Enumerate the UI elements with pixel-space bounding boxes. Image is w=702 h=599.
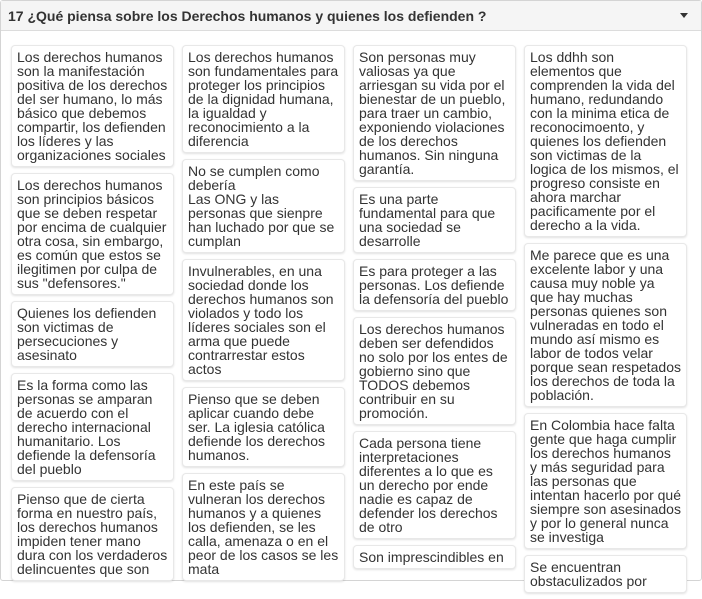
response-column-1 [11,45,174,587]
response-card: Me parece que es una excelente labor y una causa muy noble ya que hay muchas personas quienes son vulneradas en todo el mundo así mismo es labor de todos velar porque sean respetados los derechos de toda la población. [524,243,687,407]
response-card: Los derechos humanos son principios básicos que se deben respetar por encima de cualquier otra cosa, sin embargo, es común que estos se ilegitimen por culpa de sus "defensores." [11,173,174,295]
response-card: En Colombia hace falta gente que haga cumplir los derechos humanos y más seguridad para las personas que intentan hacerlo por qué siempre son asesinados y por lo general nunca se investiga [524,413,687,549]
caret-down-icon[interactable] [680,13,688,18]
response-column-4 [524,45,687,599]
response-card: Los derechos humanos son fundamentales para proteger los principios de la dignidad humana, la igualdad y reconocimiento a la diferencia [182,45,345,153]
response-card: Cada persona tiene interpretaciones diferentes a lo que es un derecho por ende nadie es capaz de defender los derechos de otro [353,431,516,539]
response-card: Pienso que de cierta forma en nuestro país, los derechos humanos impiden tener mano dura con los verdaderos delincuentes que son [11,487,174,581]
response-card: Son personas muy valiosas ya que arriesgan su vida por el bienestar de un pueblo, para traer un cambio, exponiendo violaciones de los derechos humanos. Sin ninguna garantía. [353,45,516,181]
response-card: Es una parte fundamental para que una sociedad se desarrolle [353,187,516,253]
response-card: Son imprescindibles en [353,545,516,569]
response-card: No se cumplen como debería Las ONG y las personas que sienpre han luchado por que se cumplan [182,159,345,253]
response-column-3 [353,45,516,575]
response-card: Invulnerables, en una sociedad donde los derechos humanos son violados y todo los líderes sociales son el arma que puede contrarrestar estos actos [182,259,345,381]
response-card: Es para proteger a las personas. Los defiende la defensoría del pueblo [353,259,516,311]
response-card: Los derechos humanos deben ser defendidos no solo por los entes de gobierno sino que TODOS debemos contribuir en su promoción. [353,317,516,425]
response-card: Es la forma como las personas se amparan de acuerdo con el derecho internacional humanitario. Los defiende la defensoría del pueblo [11,373,174,481]
response-card: Los derechos humanos son la manifestación positiva de los derechos del ser humano, lo más básico que debemos compartir, los defienden los líderes y las organizaciones sociales [11,45,174,167]
responses-area [1,32,701,589]
response-card: Se encuentran obstaculizados por [524,555,687,593]
response-column-2 [182,45,345,587]
question-title: 17 ¿Qué piensa sobre los Derechos humanos y quienes los defienden ? [8,7,487,24]
response-card: Pienso que se deben aplicar cuando debe ser. La iglesia católica defiende los derechos humanos. [182,387,345,467]
question-header[interactable] [1,1,701,31]
response-card: Quienes los defienden son victimas de persecuciones y asesinato [11,301,174,367]
response-card: Los ddhh son elementos que comprenden la vida del humano, redundando con la minima etica de reconocimoento, y quienes los defienden son victimas de la logica de los mismos, el progreso consiste en ahora marchar pacificamente por el derecho a la vida. [524,45,687,237]
response-card: En este país se vulneran los derechos humanos y a quienes los defienden, se les calla, amenaza o en el peor de los casos se les mata [182,473,345,581]
